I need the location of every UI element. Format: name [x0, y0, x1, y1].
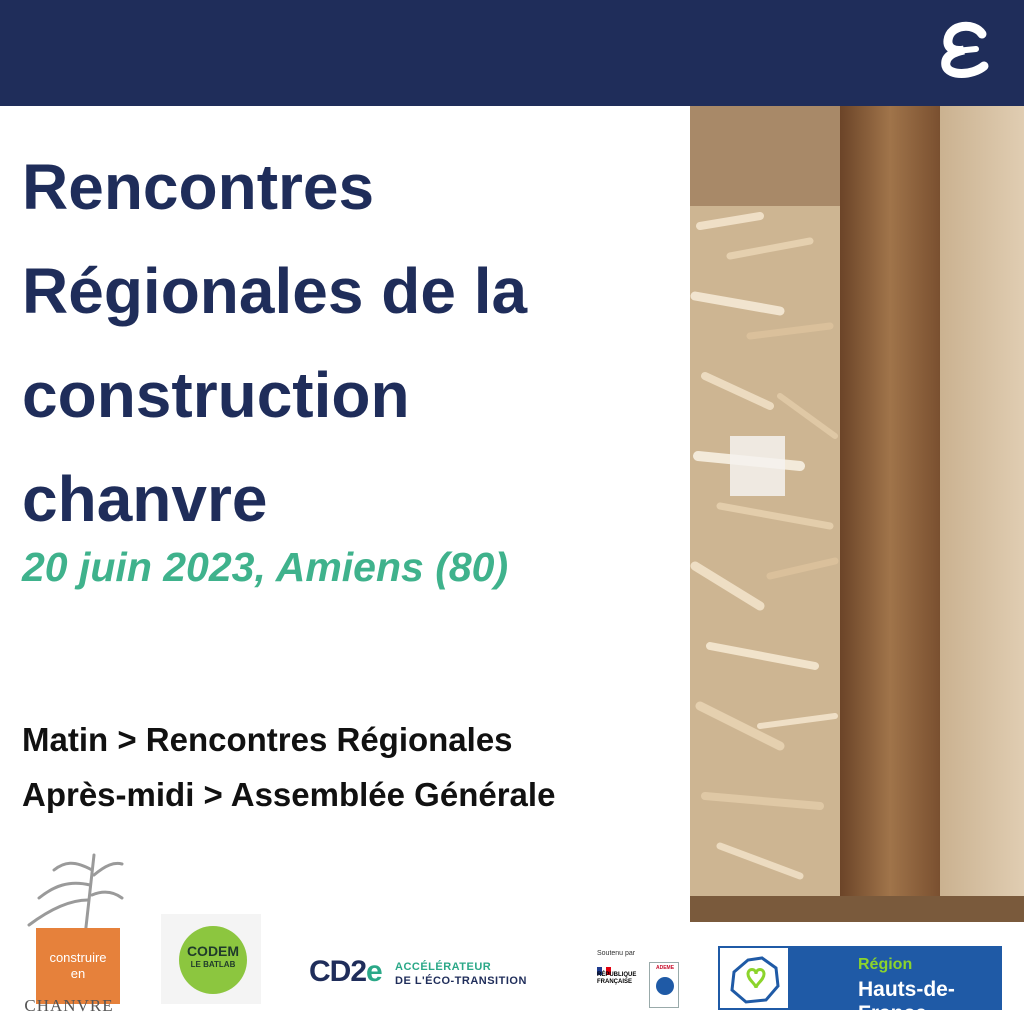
- hemp-construction-photo: [690, 106, 1024, 922]
- codem-name: CODEM: [186, 943, 240, 959]
- construire-line1: construire: [49, 950, 107, 965]
- cd2e-e-logo-icon: [936, 18, 996, 78]
- ademe-logo: [649, 962, 679, 1008]
- codem-batlab-logo: [161, 914, 261, 1004]
- construire-chanvre-word: CHANVRE: [24, 996, 114, 1015]
- cd2e-logo: [309, 955, 539, 995]
- construire-line2: en: [70, 966, 86, 981]
- schedule-morning: Matin > Rencontres Régionales: [22, 721, 513, 758]
- french-flag-icon: [597, 962, 611, 970]
- event-schedule: [22, 712, 555, 822]
- event-title: Rencontres Régionales de la construction chanvre: [22, 151, 528, 535]
- ademe-emblem-icon: [656, 977, 674, 995]
- cd2e-mark-a: CD2: [309, 955, 367, 988]
- construire-en-chanvre-logo: [14, 850, 124, 1015]
- government-ademe-logo: [593, 948, 693, 1016]
- construire-box: [36, 928, 120, 1004]
- top-banner: [0, 0, 1024, 106]
- cd2e-mark: [309, 955, 382, 989]
- codem-sub: LE BATLAB: [190, 960, 236, 969]
- france-map-heart-icon: [726, 952, 784, 1006]
- event-date-location: 20 juin 2023, Amiens (80): [22, 544, 509, 590]
- schedule-afternoon: Après-midi > Assemblée Générale: [22, 776, 556, 813]
- soutenu-par-label: Soutenu par: [597, 950, 636, 957]
- region-label: Région: [858, 956, 913, 973]
- region-hauts-de-france-logo: [718, 946, 1002, 1025]
- cd2e-mark-b: e: [366, 955, 382, 988]
- region-name-panel: [788, 948, 1000, 1025]
- ademe-label: ADEME: [655, 965, 675, 971]
- cd2e-tagline-2: DE L'ÉCO-TRANSITION: [395, 975, 527, 987]
- cd2e-tagline-1: ACCÉLÉRATEUR: [395, 961, 492, 973]
- region-name: Hauts-de-France: [858, 978, 955, 1025]
- republique-francaise-label: RÉPUBLIQUE FRANÇAISE: [597, 972, 637, 985]
